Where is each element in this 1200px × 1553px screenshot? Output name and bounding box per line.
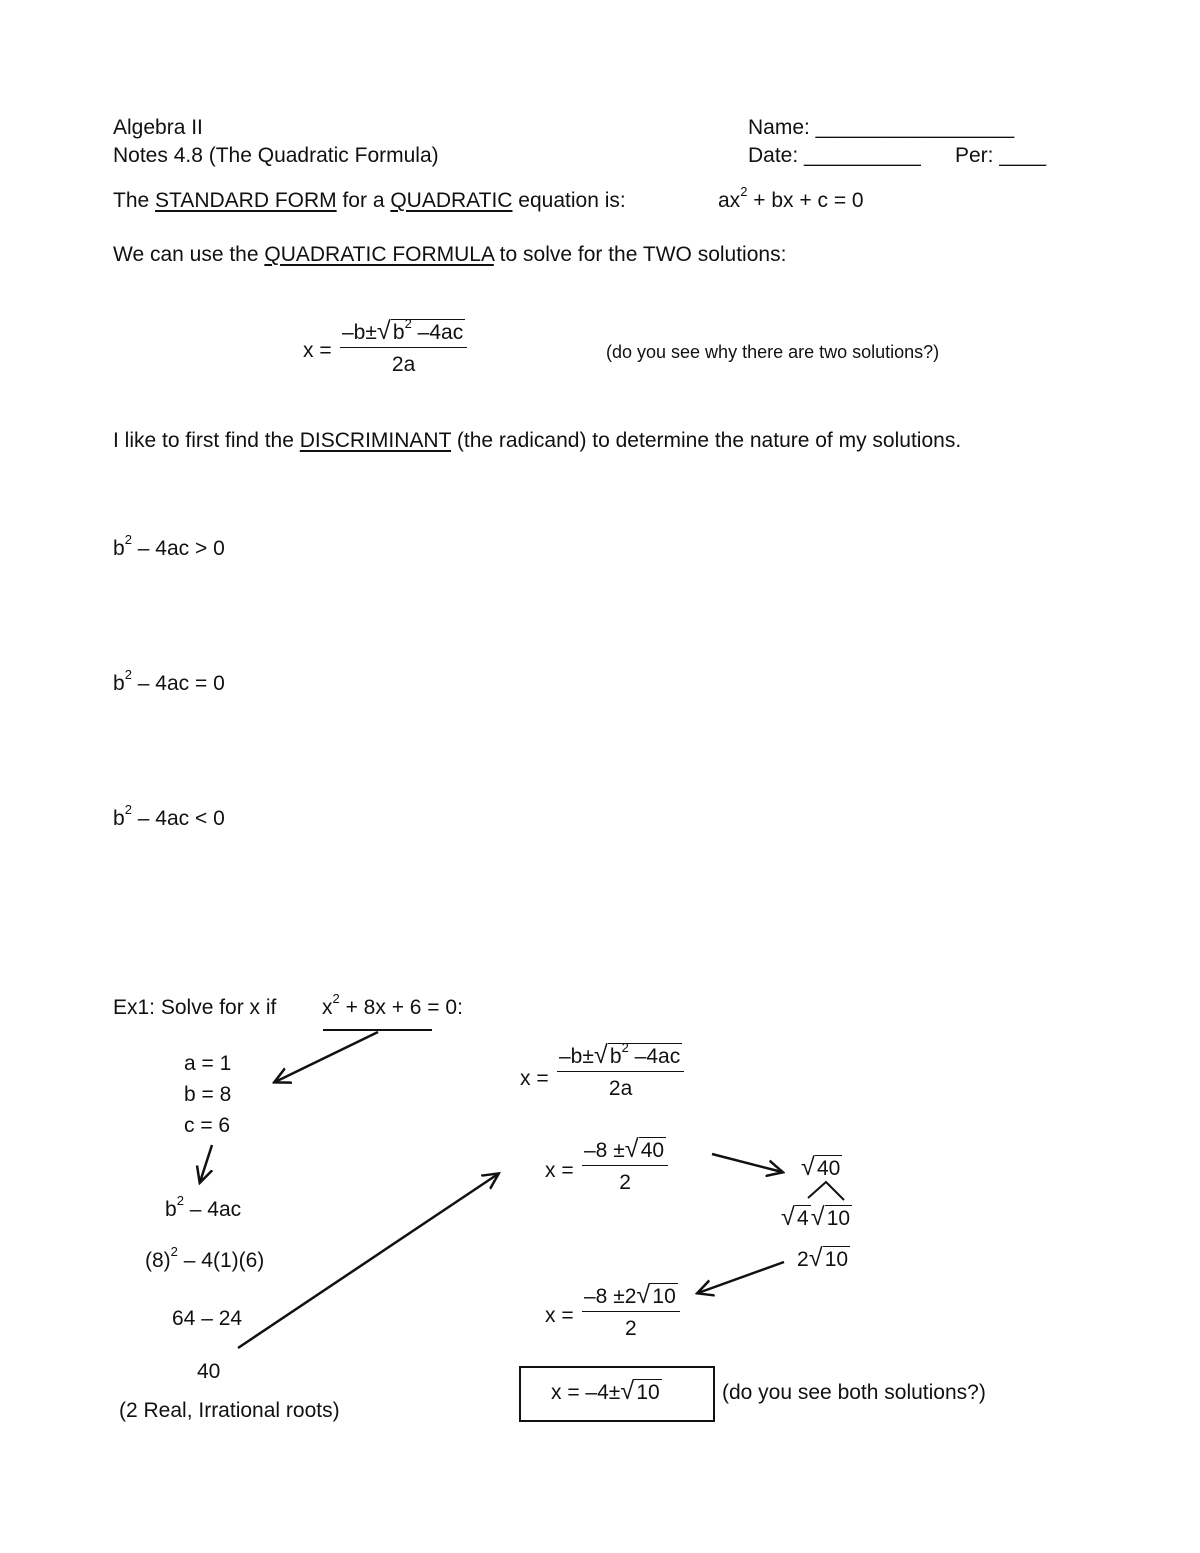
disc-term: b	[165, 1198, 177, 1221]
date-field-label: Date: __________	[748, 144, 921, 167]
term-quadratic: QUADRATIC	[390, 189, 513, 212]
coef-b: b = 8	[184, 1083, 232, 1106]
example-prompt: Ex1: Solve for x if	[113, 996, 277, 1019]
step2-denominator: 2	[625, 1317, 637, 1340]
arrow-to-simplify	[712, 1154, 782, 1172]
arrow-to-step1	[238, 1174, 498, 1348]
numerator-text: –8 ±2	[584, 1285, 637, 1308]
radicand-term: b	[392, 321, 405, 344]
sqrt-icon: √	[376, 317, 391, 345]
formula-denominator: 2a	[391, 353, 416, 376]
exponent: 2	[176, 1193, 184, 1209]
sqrt-icon: √	[593, 1041, 608, 1069]
arrow-to-coefficients	[275, 1032, 378, 1082]
case-term: b	[113, 807, 125, 830]
case-term: b	[113, 537, 125, 560]
formula-copy-denominator: 2a	[608, 1077, 633, 1100]
formula-note: (do you see why there are two solutions?)	[606, 342, 940, 362]
numerator-text: –b±	[559, 1045, 594, 1068]
answer-text: x = –4±	[551, 1381, 621, 1404]
disc-term: – 4(1)(6)	[177, 1249, 265, 1272]
case-term: – 4ac > 0	[131, 537, 225, 560]
sqrt-icon: √	[810, 1203, 825, 1231]
equation-term: + bx + c = 0	[747, 189, 864, 212]
final-note: (do you see both solutions?)	[722, 1381, 986, 1404]
numerator-text: –8 ±	[584, 1139, 625, 1162]
term-quadratic-formula: QUADRATIC FORMULA	[264, 243, 494, 266]
radicand: 10	[826, 1207, 851, 1230]
disc-term: (8)	[145, 1249, 171, 1272]
radicand: 10	[824, 1248, 849, 1271]
radicand: 4	[797, 1207, 809, 1230]
sentence-text: for a	[336, 189, 391, 212]
radicand: 40	[817, 1157, 841, 1180]
radicand-term: b	[609, 1045, 622, 1068]
sentence-text: We can use the	[113, 243, 265, 266]
radicand-term: –4ac	[411, 321, 464, 344]
name-field-label: Name: _________________	[748, 116, 1015, 139]
sqrt-icon: √	[781, 1203, 795, 1231]
step1-lhs: x =	[545, 1159, 574, 1182]
case-term: b	[113, 672, 125, 695]
roots-nature: (2 Real, Irrational roots)	[119, 1399, 340, 1422]
case-term: – 4ac < 0	[131, 807, 225, 830]
exponent: 2	[124, 802, 132, 818]
disc-term: – 4ac	[183, 1198, 242, 1221]
step1-denominator: 2	[619, 1171, 631, 1194]
sqrt-icon: √	[808, 1244, 823, 1272]
sentence-text: to solve for the TWO solutions:	[493, 243, 787, 266]
sentence-text: equation is:	[512, 189, 626, 212]
numerator-text: –b±	[342, 321, 377, 344]
radicand: 10	[636, 1381, 660, 1404]
coefficient: 2	[797, 1248, 809, 1271]
formula-copy-lhs: x =	[520, 1067, 549, 1090]
factor-tree-branch	[808, 1182, 844, 1200]
sqrt-icon: √	[636, 1281, 651, 1309]
term-discriminant: DISCRIMINANT	[299, 429, 452, 452]
exponent: 2	[170, 1244, 178, 1260]
coef-a: a = 1	[184, 1052, 232, 1075]
step2-lhs: x =	[545, 1304, 574, 1327]
arrow-to-discriminant	[200, 1145, 212, 1182]
sqrt-icon: √	[801, 1153, 815, 1181]
exponent: 2	[124, 532, 132, 548]
exponent: 2	[332, 991, 340, 1007]
coef-c: c = 6	[184, 1114, 231, 1137]
exponent: 2	[404, 316, 412, 332]
equation-term: + 8x + 6 = 0:	[339, 996, 463, 1019]
term-standard-form: STANDARD FORM	[155, 189, 337, 212]
radicand-term: –4ac	[628, 1045, 681, 1068]
sqrt-icon: √	[620, 1377, 635, 1405]
radicand: 40	[640, 1139, 665, 1162]
formula-lhs: x =	[303, 339, 332, 362]
course-title: Algebra II	[113, 116, 203, 139]
period-field-label: Per: ____	[955, 144, 1047, 167]
sentence-text: I like to first find the	[113, 429, 300, 452]
equation-term: x	[322, 996, 333, 1019]
disc-result: 40	[197, 1360, 221, 1383]
radicand: 10	[652, 1285, 676, 1308]
disc-difference: 64 – 24	[172, 1307, 243, 1330]
sentence-text: (the radicand) to determine the nature of my solutions.	[451, 429, 962, 452]
arrow-to-step2	[698, 1262, 784, 1293]
sentence-text: The	[113, 189, 156, 212]
sqrt-icon: √	[624, 1135, 639, 1163]
exponent: 2	[124, 667, 132, 683]
exponent: 2	[740, 184, 748, 200]
case-term: – 4ac = 0	[131, 672, 225, 695]
notes-title: Notes 4.8 (The Quadratic Formula)	[113, 144, 439, 167]
exponent: 2	[621, 1040, 629, 1056]
equation-term: ax	[718, 189, 741, 212]
